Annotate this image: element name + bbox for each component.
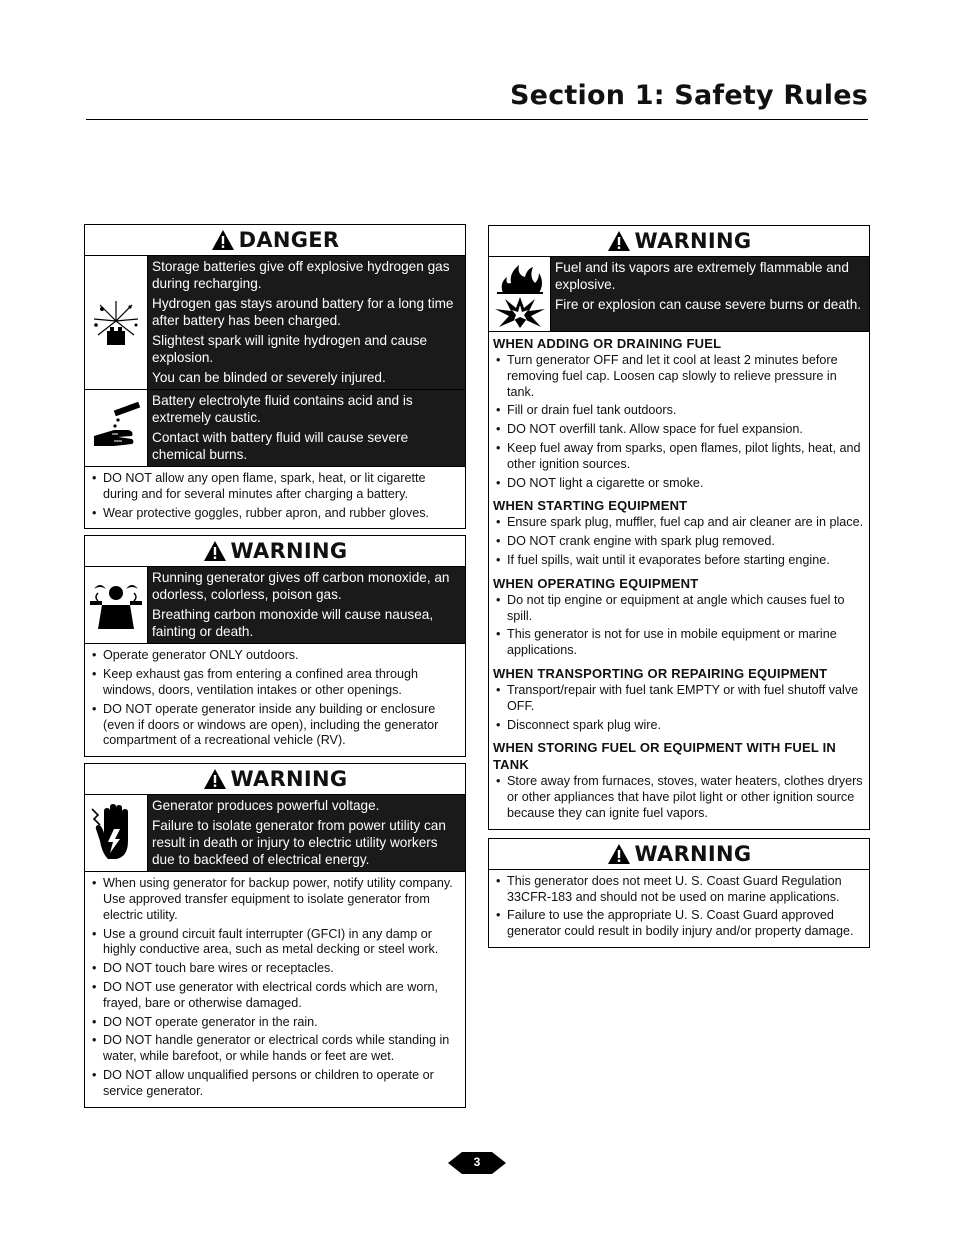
safety-list	[489, 514, 869, 568]
hazard-line: Contact with battery fluid will cause severe chemical burns.	[152, 430, 409, 462]
safety-list	[85, 872, 465, 1106]
list-item: • DO NOT allow any open flame, spark, heat, or lit cigarette during and for several minutes after charging a battery.	[89, 471, 461, 503]
warning-voltage-box	[84, 763, 466, 1107]
warning-header	[489, 226, 869, 257]
list-item: • DO NOT operate generator in the rain.	[89, 1015, 461, 1031]
hazard-row-fuel	[489, 257, 869, 332]
safety-list	[85, 644, 465, 756]
hazard-line: Fuel and its vapors are extremely flammable and explosive.	[555, 260, 849, 292]
left-column	[84, 224, 466, 1114]
hazard-text	[148, 567, 465, 643]
alert-triangle-icon	[211, 229, 235, 251]
list-item: • Do not tip engine or equipment at angle which causes fuel to spill.	[493, 593, 865, 625]
safety-list	[85, 467, 465, 528]
fuel-icons-cell	[489, 257, 551, 331]
section-heading: WHEN STARTING EQUIPMENT	[493, 498, 688, 514]
signal-word: WARNING	[634, 229, 752, 253]
hazard-line: Battery electrolyte fluid contains acid and is extremely caustic.	[152, 393, 413, 425]
safety-list	[489, 773, 869, 828]
section-heading: WHEN TRANSPORTING OR REPAIRING EQUIPMENT	[493, 665, 828, 681]
list-item: • DO NOT allow unqualified persons or children to operate or service generator.	[89, 1068, 461, 1100]
electric-shock-icon	[88, 801, 144, 865]
hazard-row-co	[85, 567, 465, 644]
hazard-line: Storage batteries give off explosive hydrogen gas during recharging.	[152, 259, 450, 291]
page-number-badge	[448, 1150, 506, 1176]
warning-fuel-box	[488, 225, 870, 830]
safety-list	[489, 592, 869, 659]
list-item: • DO NOT overfill tank. Allow space for fuel expansion.	[493, 422, 865, 438]
list-item: • DO NOT crank engine with spark plug removed.	[493, 534, 865, 550]
title-rule	[86, 119, 868, 120]
explosion-burst-icon	[493, 295, 547, 329]
hazard-line: Fire or explosion can cause severe burns or death.	[555, 297, 862, 312]
danger-header	[85, 225, 465, 256]
right-column	[488, 225, 870, 954]
hazard-line: You can be blinded or severely injured.	[152, 370, 386, 385]
list-item: • Fill or drain fuel tank outdoors.	[493, 403, 865, 419]
hazard-text	[148, 390, 465, 466]
list-item: • Disconnect spark plug wire.	[493, 718, 865, 734]
warning-co-box	[84, 535, 466, 757]
list-item: • Keep exhaust gas from entering a confined area through windows, doors, ventilation intakes or other openings.	[89, 667, 461, 699]
hazard-line: Failure to isolate generator from power utility can result in death or injury to electric utility workers due to backfeed of electrical energy.	[152, 818, 446, 868]
list-item: • DO NOT operate generator inside any building or enclosure (even if doors or windows are open), including the generator compartment of a recreational vehicle (RV).	[89, 702, 461, 749]
hazard-line: Breathing carbon monoxide will cause nausea, fainting or death.	[152, 607, 434, 640]
alert-triangle-icon	[203, 540, 227, 562]
toxic-fumes-icon-cell	[85, 567, 148, 643]
list-item: • Ensure spark plug, muffler, fuel cap and air cleaner are in place.	[493, 515, 865, 531]
signal-word: DANGER	[238, 228, 340, 252]
list-item: • DO NOT touch bare wires or receptacles.	[89, 961, 461, 977]
section-heading: WHEN OPERATING EQUIPMENT	[493, 575, 699, 591]
alert-triangle-icon	[607, 230, 631, 252]
list-item: • Wear protective goggles, rubber apron, and rubber gloves.	[89, 506, 461, 522]
signal-word: WARNING	[230, 767, 348, 792]
safety-list	[489, 682, 869, 733]
electric-shock-icon-cell	[85, 795, 148, 871]
list-item: • Operate generator ONLY outdoors.	[89, 648, 461, 664]
list-item: • Transport/repair with fuel tank EMPTY or with fuel shutoff valve OFF.	[493, 683, 865, 715]
alert-triangle-icon	[607, 843, 631, 865]
chemical-burn-icon-cell	[85, 390, 148, 466]
hazard-row-hydrogen	[85, 256, 465, 390]
page-number: 3	[473, 1155, 481, 1169]
warning-marine-box	[488, 838, 870, 948]
explosion-icon	[88, 295, 144, 351]
warning-header	[85, 536, 465, 567]
list-item: • When using generator for backup power, notify utility company. Use approved transfer equipment to isolate generator from electric utility.	[89, 876, 461, 923]
hazard-text	[551, 257, 869, 331]
section-heading: WHEN STORING FUEL OR EQUIPMENT WITH FUEL IN TANK	[493, 740, 836, 773]
signal-word: WARNING	[230, 539, 348, 564]
safety-list	[489, 870, 869, 947]
hazard-line: Hydrogen gas stays around battery for a long time after battery has been charged.	[152, 296, 454, 328]
toxic-fumes-icon	[88, 577, 144, 633]
list-item: • Keep fuel away from sparks, open flames, pilot lights, heat, and other ignition sources.	[493, 441, 865, 473]
list-item: • DO NOT use generator with electrical cords which are worn, frayed, bare or otherwise damaged.	[89, 980, 461, 1012]
list-item: • Use a ground circuit fault interrupter (GFCI) in any damp or highly conductive area, such as metal decking or steel work.	[89, 927, 461, 959]
list-item: • Turn generator OFF and let it cool at least 2 minutes before removing fuel cap. Loosen cap slowly to relieve pressure in tank.	[493, 353, 865, 400]
list-item: • If fuel spills, wait until it evaporates before starting engine.	[493, 553, 865, 569]
list-item: • Store away from furnaces, stoves, water heaters, clothes dryers or other appliances that have pilot light or other ignition source because they can ignite fuel vapors.	[493, 774, 865, 821]
hazard-text	[148, 795, 465, 871]
hazard-row-voltage	[85, 795, 465, 872]
list-item: • Failure to use the appropriate U. S. Coast Guard approved generator could result in bodily injury and/or property damage.	[493, 908, 865, 940]
danger-battery-box	[84, 224, 466, 529]
hazard-line: Running generator gives off carbon monoxide, an odorless, colorless, poison gas.	[152, 570, 450, 603]
section-heading: WHEN ADDING OR DRAINING FUEL	[493, 336, 722, 351]
list-item: • This generator does not meet U. S. Coast Guard Regulation 33CFR-183 and should not be used on marine applications.	[493, 874, 865, 906]
hazard-row-electrolyte	[85, 390, 465, 467]
list-item: • DO NOT handle generator or electrical cords while standing in water, while barefoot, or while hands or feet are wet.	[89, 1033, 461, 1065]
list-item: • DO NOT light a cigarette or smoke.	[493, 476, 865, 492]
chemical-burn-icon	[88, 400, 144, 456]
alert-triangle-icon	[203, 768, 227, 790]
hazard-line: Generator produces powerful voltage.	[152, 798, 380, 814]
explosion-icon-cell	[85, 256, 148, 389]
signal-word: WARNING	[634, 841, 752, 866]
safety-list	[489, 352, 869, 491]
warning-header	[85, 764, 465, 795]
fire-icon	[493, 259, 547, 295]
hazard-text	[148, 256, 465, 389]
page-title: Section 1: Safety Rules	[510, 80, 868, 111]
warning-header	[489, 839, 869, 870]
hazard-line: Slightest spark will ignite hydrogen and cause explosion.	[152, 333, 428, 365]
list-item: • This generator is not for use in mobile equipment or marine applications.	[493, 627, 865, 659]
